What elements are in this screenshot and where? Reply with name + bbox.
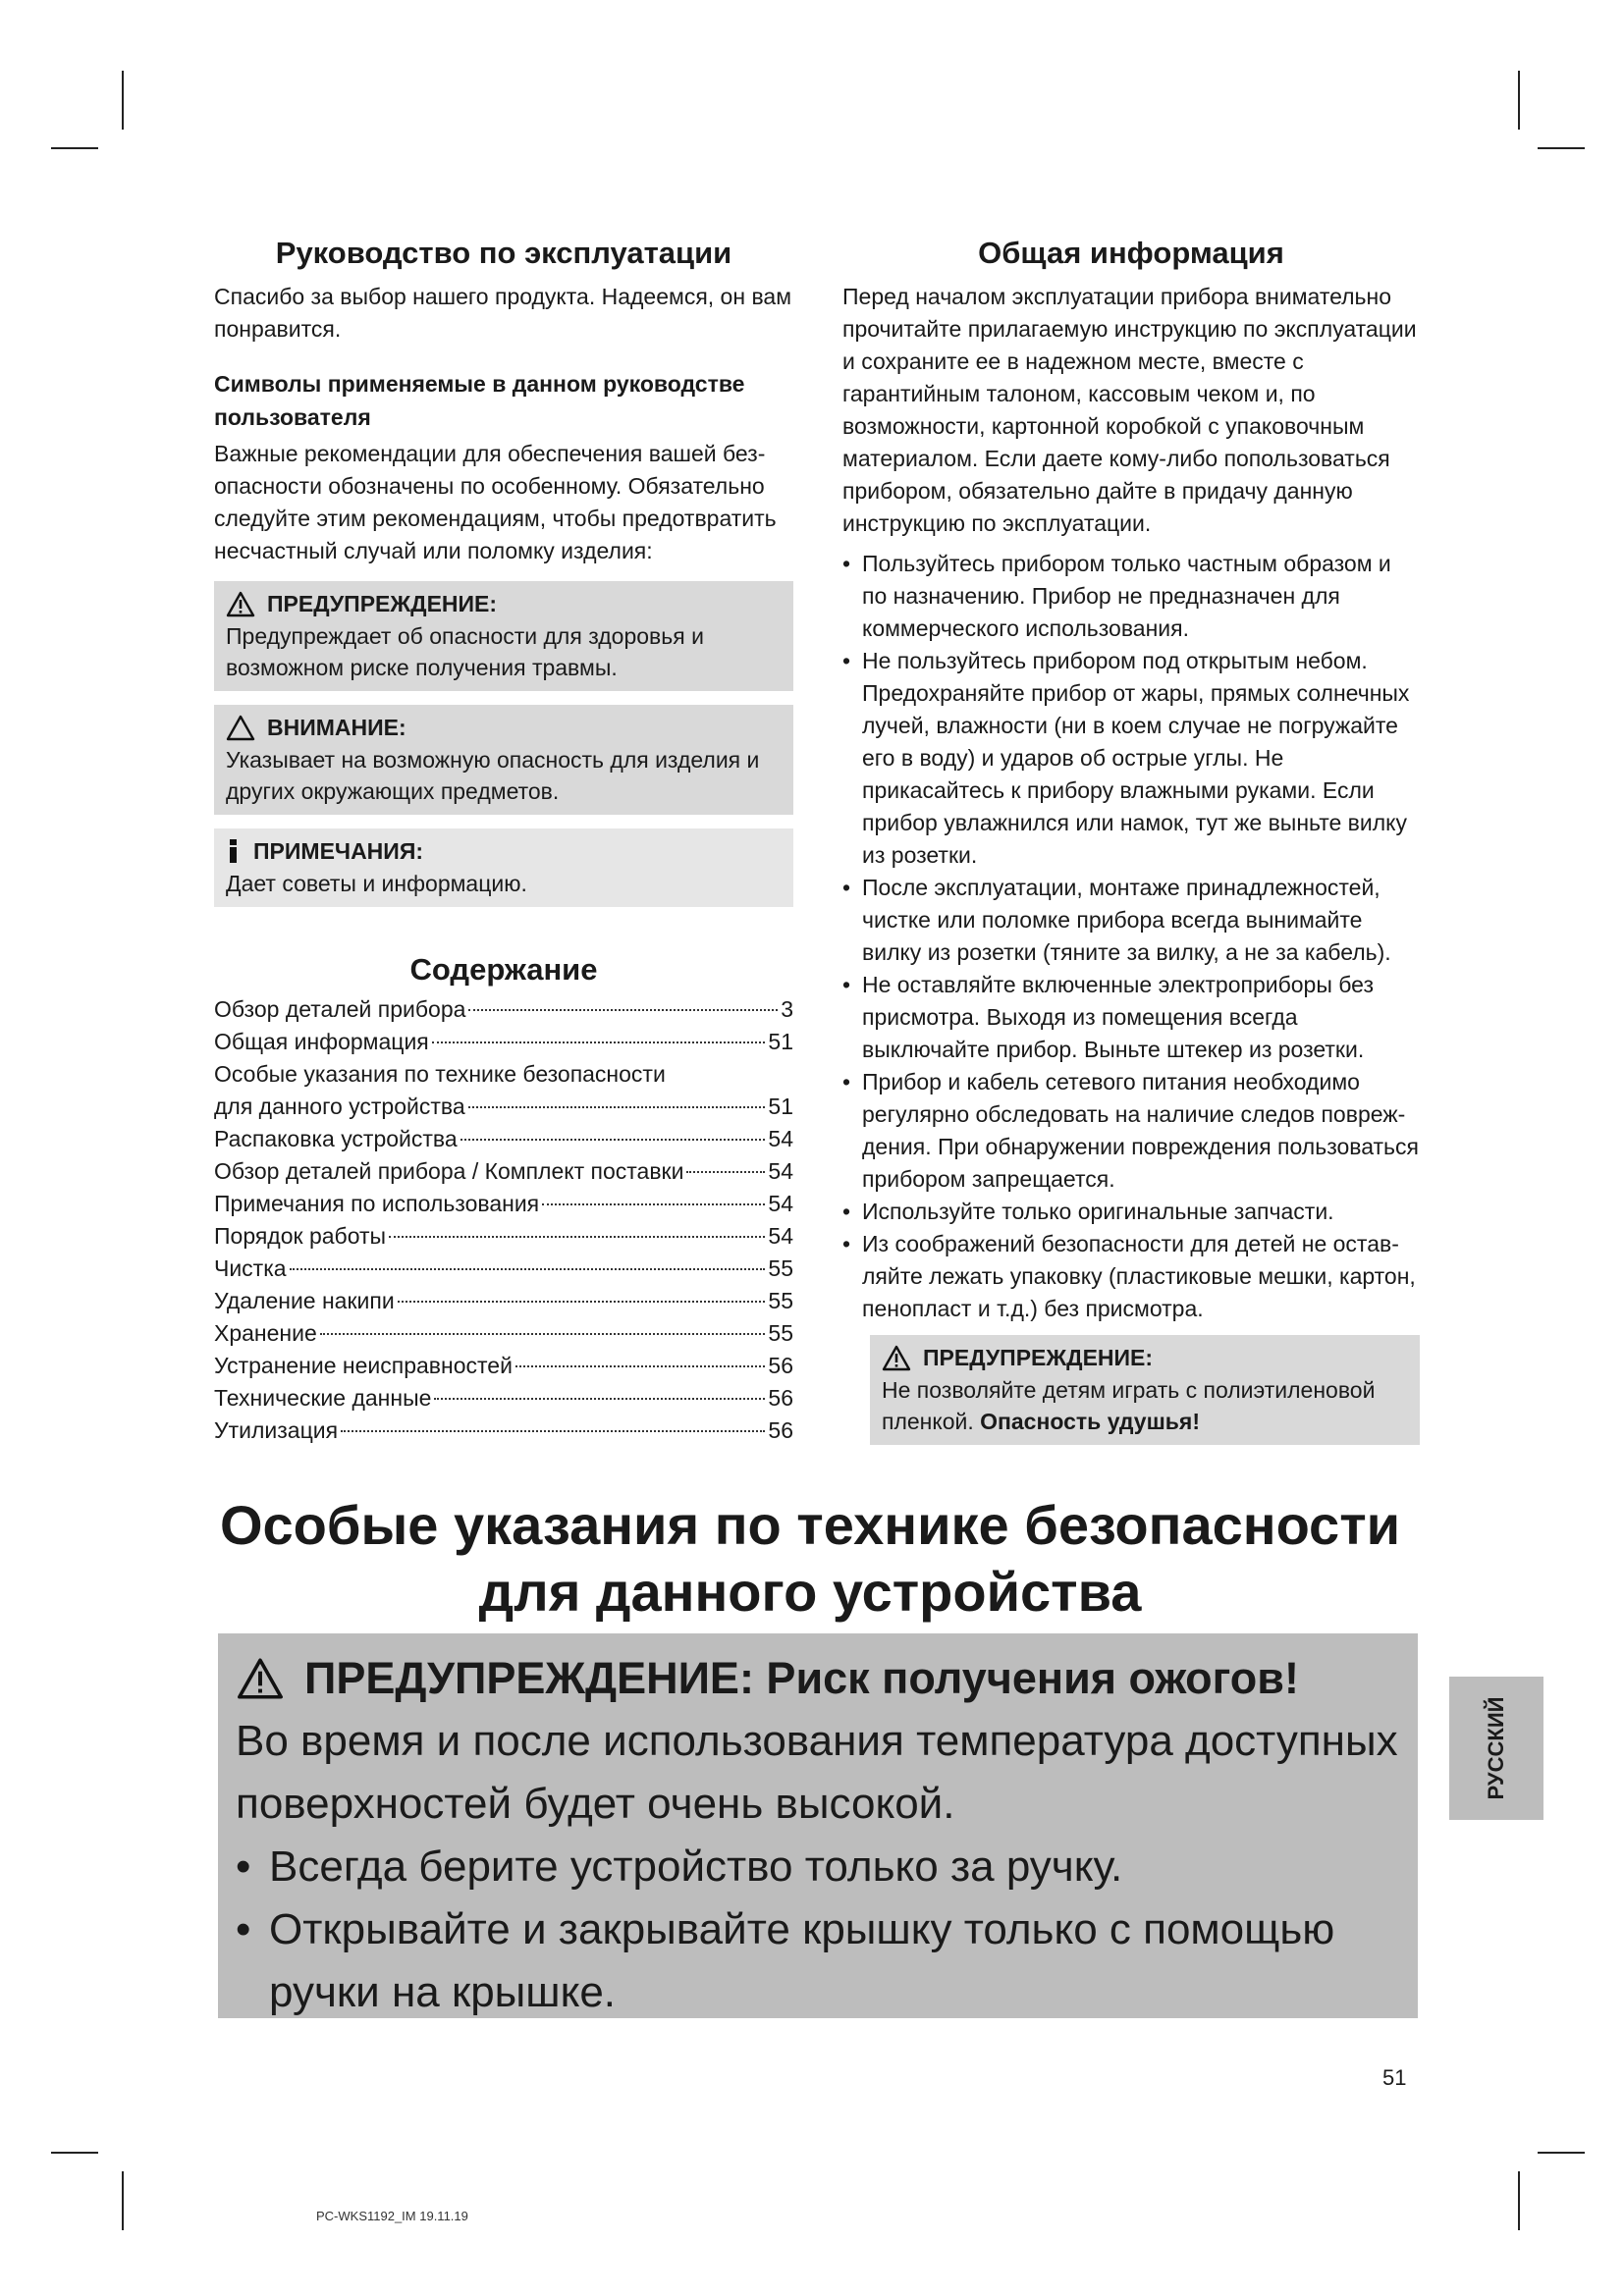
burn-warning-text: Во время и после использования температура доступных поверхностей будет очень высокой. <box>236 1717 1398 1828</box>
safety-title <box>157 1492 1463 1626</box>
toc-item[interactable]: Обзор деталей прибора / Комплект поставки 54 <box>214 1158 793 1184</box>
children-warning-text <box>882 1374 1410 1437</box>
note-label: ПРИМЕЧАНИЯ: <box>253 838 424 864</box>
children-warning-notice <box>870 1335 1420 1445</box>
print-footer: PC-WKS1192_IM 19.11.19 <box>316 2209 468 2223</box>
warning-label: ПРЕДУПРЕЖДЕНИЕ: <box>923 1345 1154 1370</box>
toc-item[interactable]: Технические данные 56 <box>214 1385 793 1411</box>
symbols-heading: Символы применяемые в данном руководстве пользователя <box>214 371 745 430</box>
toc-item[interactable]: Общая информация 51 <box>214 1029 793 1054</box>
toc-item[interactable]: Утилизация 56 <box>214 1417 793 1443</box>
crop-mark <box>1518 71 1520 130</box>
crop-mark <box>122 71 124 130</box>
general-text: Перед началом эксплуатации прибора внимательно прочитайте прилагаемую инструкцию по эксплуатации и сохраните ее в надежном месте, вместе с гарантийным талоном, кассовым чеком и, по возможности, картонной коробкой с упаковочным материалом. Если даете кому-либо попользоваться прибором, обязательно дайте в придачу данную инструкцию по эксплуатации. <box>842 284 1417 536</box>
manual-title: Руководство по эксплуатации <box>275 236 732 270</box>
toc-item[interactable]: Удаление накипи 55 <box>214 1288 793 1313</box>
toc-item[interactable]: Хранение 55 <box>214 1320 793 1346</box>
crop-mark <box>51 147 98 149</box>
warning-triangle-icon <box>226 591 255 617</box>
toc-item[interactable]: Чистка 55 <box>214 1255 793 1281</box>
children-warning-body: Не позволяйте детям играть с полиэтиленовой пленкой. <box>882 1377 1376 1434</box>
toc-item[interactable]: Устранение неисправностей 56 <box>214 1353 793 1378</box>
toc-item[interactable]: для данного устройства 51 <box>214 1094 793 1119</box>
intro-text: Спасибо за выбор нашего продукта. Надеемся, он вам понравится. <box>214 284 792 342</box>
list-item: • После эксплуатации, монтаже принадлежностей, чистке или поломке прибора всегда вынимайте вилку из розетки (тяните за вилку, а не за кабель). <box>842 872 1420 969</box>
crop-mark <box>1538 147 1585 149</box>
table-of-contents <box>214 993 793 1447</box>
language-tab-label: РУССКИЙ <box>1484 1696 1508 1800</box>
general-bullet-list <box>842 548 1420 1325</box>
note-notice <box>214 828 793 907</box>
burn-risk-warning-box <box>218 1633 1418 2018</box>
toc-item[interactable]: Особые указания по технике безопасности <box>214 1061 666 1087</box>
warning-triangle-icon <box>236 1657 285 1700</box>
list-item: • Открывайте и закрывайте крышку только с помощью ручки на крышке. <box>236 1898 1398 2024</box>
warning-notice <box>214 581 793 691</box>
symbols-text: Важные рекомендации для обеспечения вашей безопасности обозначены по особенному. Обязательно следуйте этим рекомендациям, чтобы предотвратить несчастный случай или поломку изделия: <box>214 441 777 563</box>
toc-item[interactable]: Обзор деталей прибора 3 <box>214 996 793 1022</box>
children-warning-emphasis: Опасность удушья! <box>980 1409 1200 1434</box>
list-item: • Не пользуйтесь прибором под открытым небом. Предохраняйте прибор от жары, прямых солнечных лучей, влажности (ни в коем случае не погружайте его в воду) и ударов об острые углы. Не прикасайтесь к прибору влажными руками. Если прибор увлажнился или намок, тут же выньте вилку из розетки. <box>842 645 1420 872</box>
toc-item[interactable]: Порядок работы 54 <box>214 1223 793 1249</box>
list-item: • Используйте только оригинальные запчасти. <box>842 1196 1420 1228</box>
burn-warning-bullets <box>236 1836 1398 2024</box>
crop-mark <box>51 2152 98 2154</box>
safety-title-line-1: Особые указания по технике безопасности <box>219 1494 1401 1556</box>
caution-text: Указывает на возможную опасность для изделия и других окружающих предметов. <box>226 747 760 804</box>
list-item: • Из соображений безопасности для детей не оставляйте лежать упаковку (пластиковые мешки, картон, пенопласт и т.д.) без присмотра. <box>842 1228 1420 1325</box>
page-number: 51 <box>1382 2065 1407 2090</box>
crop-mark <box>1538 2152 1585 2154</box>
caution-notice <box>214 705 793 815</box>
crop-mark <box>1518 2171 1520 2230</box>
list-item: • Пользуйтесь прибором только частным образом и по назначению. Прибор не предназначен для коммерческого использования. <box>842 548 1420 645</box>
crop-mark <box>122 2171 124 2230</box>
toc-item[interactable]: Примечания по использования 54 <box>214 1191 793 1216</box>
burn-warning-heading: ПРЕДУПРЕЖДЕНИЕ: Риск получения ожогов! <box>304 1653 1299 1703</box>
language-tab <box>1449 1677 1543 1820</box>
note-text: Дает советы и информацию. <box>226 871 527 896</box>
toc-item[interactable]: Распаковка устройства 54 <box>214 1126 793 1151</box>
list-item: • Прибор и кабель сетевого питания необходимо регулярно обследовать на наличие следов повреждения. При обнаружении повреждения пользоваться прибором запрещается. <box>842 1066 1420 1196</box>
left-column <box>214 236 793 1447</box>
caution-label: ВНИМАНИЕ: <box>267 715 406 740</box>
warning-label: ПРЕДУПРЕЖДЕНИЕ: <box>267 591 498 616</box>
info-icon <box>226 838 242 864</box>
warning-text: Предупреждает об опасности для здоровья и возможном риске получения травмы. <box>226 623 704 680</box>
list-item: • Не оставляйте включенные электроприборы без присмотра. Выходя из помещения всегда выключайте прибор. Выньте штекер из розетки. <box>842 969 1420 1066</box>
general-heading: Общая информация <box>978 236 1284 270</box>
safety-title-line-2: для данного устройства <box>478 1561 1142 1623</box>
list-item: • Всегда берите устройство только за ручку. <box>236 1836 1398 1898</box>
toc-heading: Содержание <box>409 952 598 987</box>
caution-triangle-icon <box>226 715 255 741</box>
warning-triangle-icon <box>882 1345 911 1371</box>
right-column <box>842 236 1420 1445</box>
